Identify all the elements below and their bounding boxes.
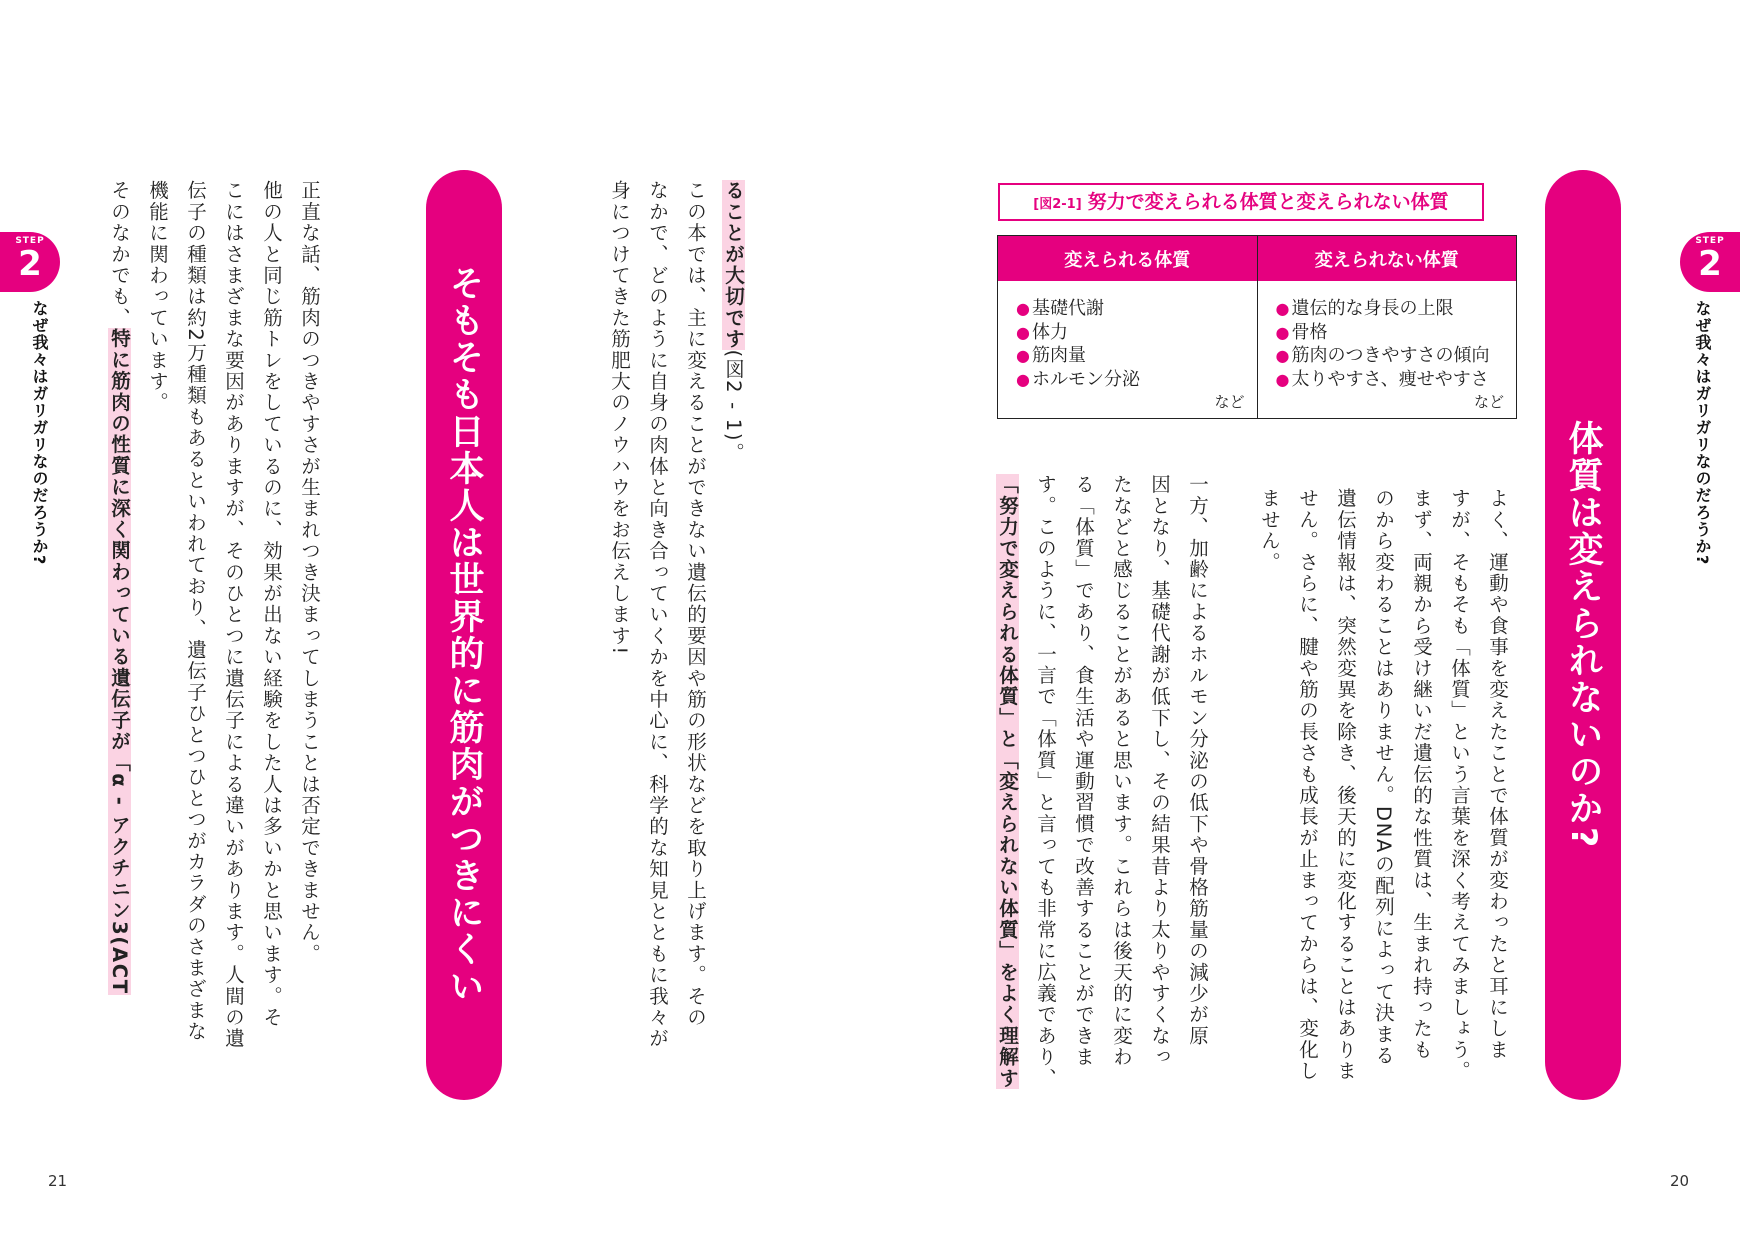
figure-title: 努力で変えられる体質と変えられない体質	[1087, 191, 1449, 213]
figure-number: [図2-1]	[1033, 197, 1082, 212]
body-line-continued: ることが大切です(図2 - 1)。	[722, 180, 745, 464]
body-column-right-lower	[988, 474, 1216, 1094]
body-column-left-bottom	[100, 180, 328, 1120]
body-line-highlighted: そのなかでも、特に筋肉の性質に深く関わっている遺伝子が「α - アクチニン3(ACT	[108, 180, 131, 996]
figure-col-changeable	[998, 236, 1257, 418]
figure-col-header: 変えられる体質	[998, 236, 1257, 281]
list-item: ● 体力	[1016, 321, 1068, 343]
bullet-icon: ●	[1275, 322, 1290, 342]
body-column-right-upper	[1250, 488, 1516, 1108]
highlight-text: 「努力で変えられる体質」と「変えられない体質」をよく理解す	[996, 474, 1019, 1089]
body-line: 身につけてきた筋肥大のノウハウをお伝えします!	[608, 180, 631, 656]
bullet-icon: ●	[1016, 299, 1030, 318]
body-line: すが、そもそも「体質」という言葉を深く考えてみましょう。	[1448, 488, 1471, 1082]
body-line: こにはさまざまな要因がありますが、そのひとつに遺伝子による違いがあります。人間の遺	[222, 180, 245, 1050]
chapter-title-left: なぜ我々はガリガリなのだろうか?	[30, 300, 49, 566]
body-line: 伝子の種類は約2万種類もあるといわれており、遺伝子ひとつひとつがカラダのさまざまな	[184, 180, 207, 1043]
body-line: 他の人と同じ筋トレをしているのに、効果が出ない経験をした人は多いかと思います。そ	[260, 180, 283, 1028]
body-line: 一方、加齢によるホルモン分泌の低下や骨格筋量の減少が原	[1186, 474, 1209, 1047]
body-line: ません。	[1258, 488, 1281, 573]
body-line: よく、運動や食事を変えたことで体質が変わったと耳にしま	[1486, 488, 1509, 1061]
body-line: この本では、主に変えることができない遺伝的要因や筋の形状などを取り上げます。その	[684, 180, 707, 1028]
section-heading-left: そもそも日本人は世界的に筋肉がつきにくい	[426, 170, 502, 1100]
body-line: なかで、どのように自身の肉体と向き合っていくかを中心に、科学的な知見とともに我々が	[646, 180, 669, 1050]
list-item: ● 遺伝的な身長の上限	[1275, 298, 1454, 319]
list-item: ● 骨格	[1275, 321, 1328, 343]
figure-table	[997, 235, 1517, 419]
figure-list	[1258, 281, 1517, 391]
step-label: STEP	[1695, 236, 1725, 246]
step-number: 2	[18, 244, 42, 284]
chapter-title-right: なぜ我々はガリガリなのだろうか?	[1693, 300, 1712, 566]
bullet-icon: ●	[1016, 346, 1030, 365]
step-badge-left	[0, 232, 60, 292]
highlight-text: ることが大切です	[722, 180, 745, 350]
body-line: 因となり、基礎代謝が低下し、その結果昔より太りやすくなっ	[1148, 474, 1171, 1068]
section-heading-right: 体質は変えられないのか?	[1545, 170, 1621, 1100]
body-line: 正直な話、筋肉のつきやすさが生まれつき決まってしまうことは否定できません。	[298, 180, 321, 965]
bullet-icon: ●	[1016, 322, 1030, 342]
figure-col-unchangeable	[1257, 236, 1517, 418]
bullet-icon: ●	[1275, 369, 1290, 389]
figure-caption	[998, 183, 1484, 221]
figure-etc: など	[1214, 393, 1245, 411]
list-item: ● 太りやすさ、痩せやすさ	[1275, 368, 1489, 390]
body-line: 機能に関わっています。	[146, 180, 169, 414]
highlight-text: 特に筋肉の性質に深く関わっている遺伝子が「α - アクチニン3(ACT	[108, 328, 131, 996]
bullet-icon: ●	[1016, 369, 1030, 389]
list-item: ● ホルモン分泌	[1016, 368, 1140, 390]
bullet-icon: ●	[1275, 346, 1290, 365]
list-item: ● 筋肉のつきやすさの傾向	[1275, 345, 1490, 366]
body-line: せん。さらに、腱や筋の長さも成長が止まってからは、変化し	[1296, 488, 1319, 1082]
page-number-right: 20	[1670, 1172, 1690, 1190]
body-line: たなどと感じることがあると思います。これらは後天的に変わ	[1110, 474, 1133, 1068]
figure-etc: など	[1473, 393, 1504, 411]
step-badge-right	[1680, 232, 1740, 292]
figure-col-header: 変えられない体質	[1258, 236, 1517, 281]
figure-list	[998, 281, 1257, 391]
body-line: まず、両親から受け継いだ遺伝的な性質は、生まれ持ったも	[1410, 488, 1433, 1061]
body-column-left-top	[600, 180, 752, 1120]
body-line: のから変わることはありません。DNAの配列によって決まる	[1372, 488, 1395, 1067]
step-number: 2	[1698, 244, 1722, 284]
list-item: ● 基礎代謝	[1016, 298, 1104, 319]
page-number-left: 21	[48, 1172, 68, 1190]
list-item: ● 筋肉量	[1016, 345, 1086, 366]
body-line: る「体質」であり、食生活や運動習慣で改善することができま	[1072, 474, 1095, 1068]
body-line: 遺伝情報は、突然変異を除き、後天的に変化することはありま	[1334, 488, 1357, 1082]
step-label: STEP	[15, 236, 45, 246]
bullet-icon: ●	[1275, 299, 1290, 318]
body-line: す。このように、一言で「体質」と言っても非常に広義であり、	[1034, 474, 1057, 1089]
body-line-highlighted	[988, 474, 1026, 1094]
